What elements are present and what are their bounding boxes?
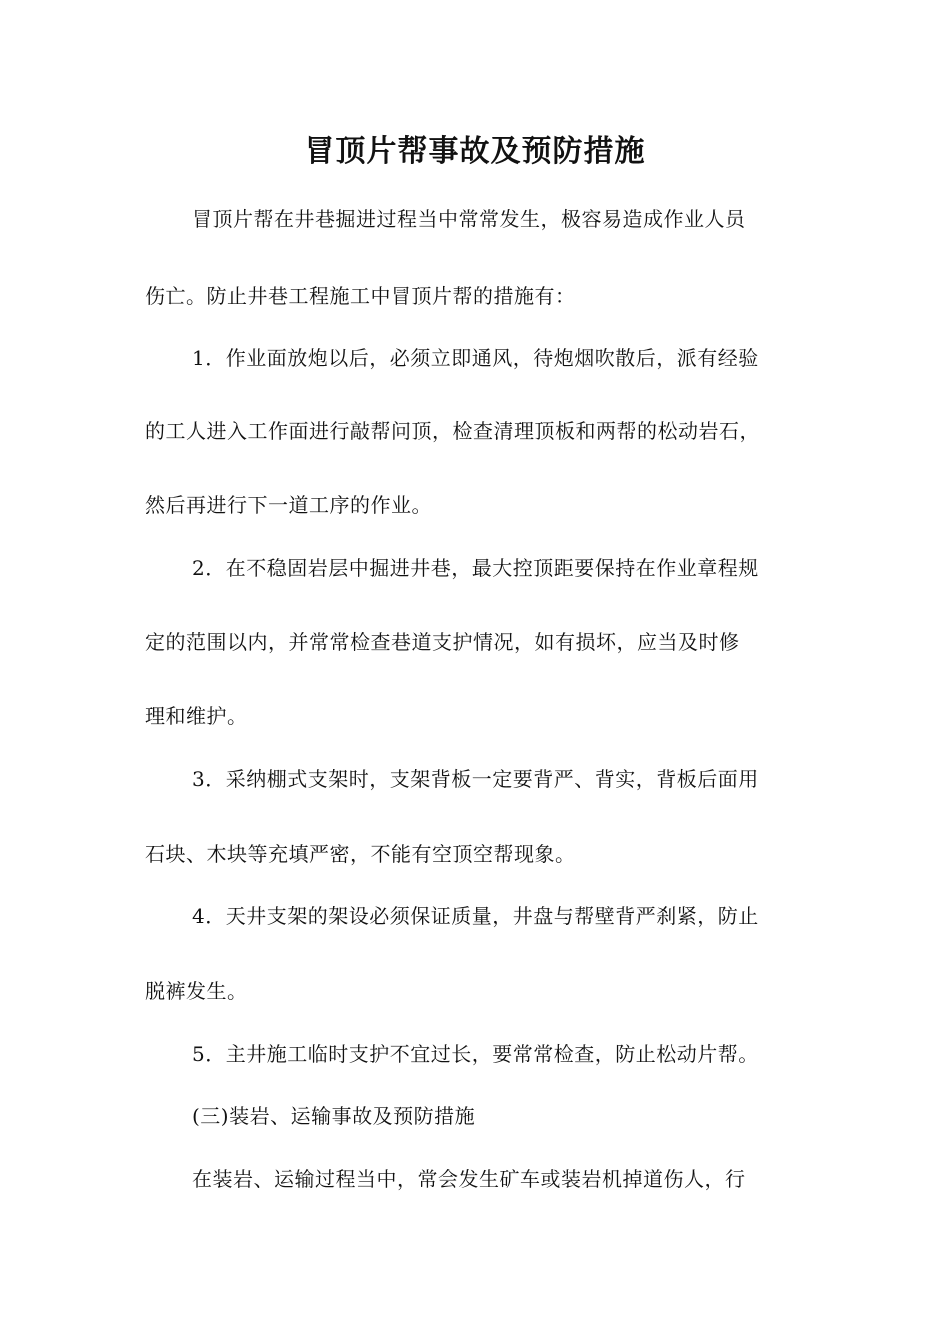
text-line-9: 3．采纳棚式支架时，支架背板一定要背严、背实，背板后面用 xyxy=(192,767,759,791)
text-line-12: 脱裤发生。 xyxy=(145,979,248,1003)
page-title: 冒顶片帮事故及预防措施 xyxy=(304,134,646,169)
text-line-6: 2．在不稳固岩层中掘进井巷，最大控顶距要保持在作业章程规 xyxy=(192,556,759,580)
text-line-15: 在装岩、运输过程当中，常会发生矿车或装岩机掉道伤人，行 xyxy=(192,1167,746,1191)
text-line-5: 然后再进行下一道工序的作业。 xyxy=(145,493,432,517)
section-heading: (三)装岩、运输事故及预防措施 xyxy=(192,1104,476,1128)
text-line-13: 5．主井施工临时支护不宜过长，要常常检查，防止松动片帮。 xyxy=(192,1042,759,1066)
text-line-7: 定的范围以内，并常常检查巷道支护情况，如有损坏，应当及时修 xyxy=(145,630,740,654)
text-line-10: 石块、木块等充填严密，不能有空顶空帮现象。 xyxy=(145,842,576,866)
text-line-8: 理和维护。 xyxy=(145,704,248,728)
text-line-4: 的工人进入工作面进行敲帮问顶，检查清理顶板和两帮的松动岩石， xyxy=(145,419,760,443)
text-line-11: 4．天井支架的架设必须保证质量，井盘与帮壁背严刹紧，防止 xyxy=(192,904,759,928)
text-line-2: 伤亡。防止井巷工程施工中冒顶片帮的措施有： xyxy=(145,284,576,308)
text-line-3: 1．作业面放炮以后，必须立即通风，待炮烟吹散后，派有经验 xyxy=(192,346,759,370)
text-line-1: 冒顶片帮在井巷掘进过程当中常常发生，极容易造成作业人员 xyxy=(192,207,746,231)
